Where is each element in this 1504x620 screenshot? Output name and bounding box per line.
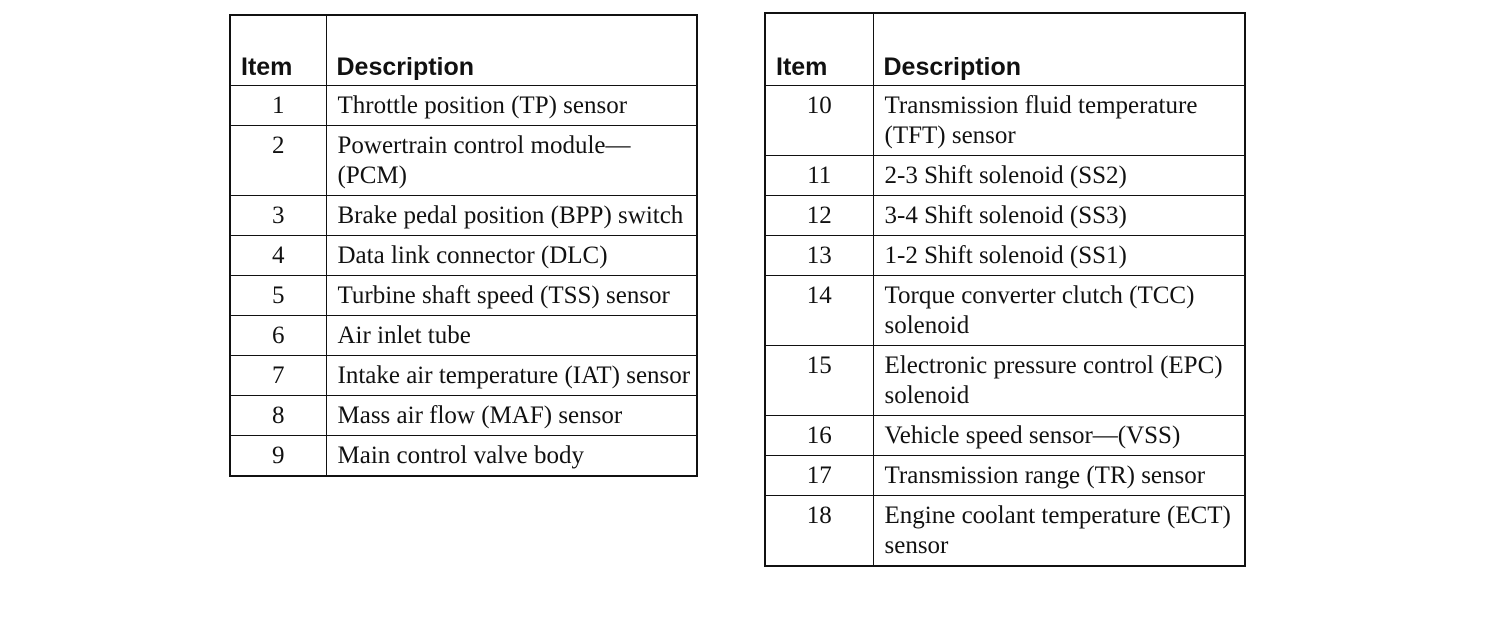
- item-number: 17: [765, 455, 873, 495]
- item-description: Powertrain control module—(PCM): [326, 125, 697, 195]
- table-row: [765, 235, 1245, 275]
- legend-table-right: [764, 12, 1246, 567]
- item-description: Transmission range (TR) sensor: [873, 455, 1245, 495]
- item-description: Electronic pressure control (EPC) solenoid: [873, 345, 1245, 415]
- item-description: Main control valve body: [326, 435, 697, 476]
- item-number: 11: [765, 155, 873, 195]
- item-number: 8: [230, 395, 326, 435]
- table-row: [230, 275, 697, 315]
- item-description: Turbine shaft speed (TSS) sensor: [326, 275, 697, 315]
- table-row: [765, 85, 1245, 155]
- table-row: [230, 355, 697, 395]
- header-row: [230, 15, 697, 85]
- item-number: 5: [230, 275, 326, 315]
- table-row: [765, 275, 1245, 345]
- item-number: 16: [765, 415, 873, 455]
- item-number: 10: [765, 85, 873, 155]
- item-number: 9: [230, 435, 326, 476]
- item-description: Air inlet tube: [326, 315, 697, 355]
- item-number: 7: [230, 355, 326, 395]
- table-row: [765, 195, 1245, 235]
- legend-table-left: [229, 14, 698, 477]
- item-description: Engine coolant temperature (ECT) sensor: [873, 495, 1245, 566]
- item-number: 3: [230, 195, 326, 235]
- item-description: Vehicle speed sensor—(VSS): [873, 415, 1245, 455]
- column-header-item: Item: [765, 13, 873, 85]
- item-description: 1-2 Shift solenoid (SS1): [873, 235, 1245, 275]
- item-number: 6: [230, 315, 326, 355]
- item-description: Throttle position (TP) sensor: [326, 85, 697, 125]
- item-description: Mass air flow (MAF) sensor: [326, 395, 697, 435]
- column-header-item: Item: [230, 15, 326, 85]
- item-description: 2-3 Shift solenoid (SS2): [873, 155, 1245, 195]
- table-row: [765, 345, 1245, 415]
- item-description: Brake pedal position (BPP) switch: [326, 195, 697, 235]
- table-row: [230, 195, 697, 235]
- column-header-description: Description: [873, 13, 1245, 85]
- header-row: [765, 13, 1245, 85]
- table-row: [765, 455, 1245, 495]
- item-number: 13: [765, 235, 873, 275]
- table-row: [765, 155, 1245, 195]
- item-description: 3-4 Shift solenoid (SS3): [873, 195, 1245, 235]
- table-row: [765, 495, 1245, 566]
- table-row: [230, 435, 697, 476]
- column-header-description: Description: [326, 15, 697, 85]
- table-row: [230, 235, 697, 275]
- item-number: 18: [765, 495, 873, 566]
- item-description: Intake air temperature (IAT) sensor: [326, 355, 697, 395]
- item-number: 14: [765, 275, 873, 345]
- item-number: 4: [230, 235, 326, 275]
- item-number: 12: [765, 195, 873, 235]
- item-description: Data link connector (DLC): [326, 235, 697, 275]
- item-description: Transmission fluid temperature (TFT) sensor: [873, 85, 1245, 155]
- table-row: [230, 85, 697, 125]
- table-row: [230, 125, 697, 195]
- item-number: 1: [230, 85, 326, 125]
- table-row: [765, 415, 1245, 455]
- table-row: [230, 315, 697, 355]
- table-row: [230, 395, 697, 435]
- item-description: Torque converter clutch (TCC) solenoid: [873, 275, 1245, 345]
- item-number: 2: [230, 125, 326, 195]
- item-number: 15: [765, 345, 873, 415]
